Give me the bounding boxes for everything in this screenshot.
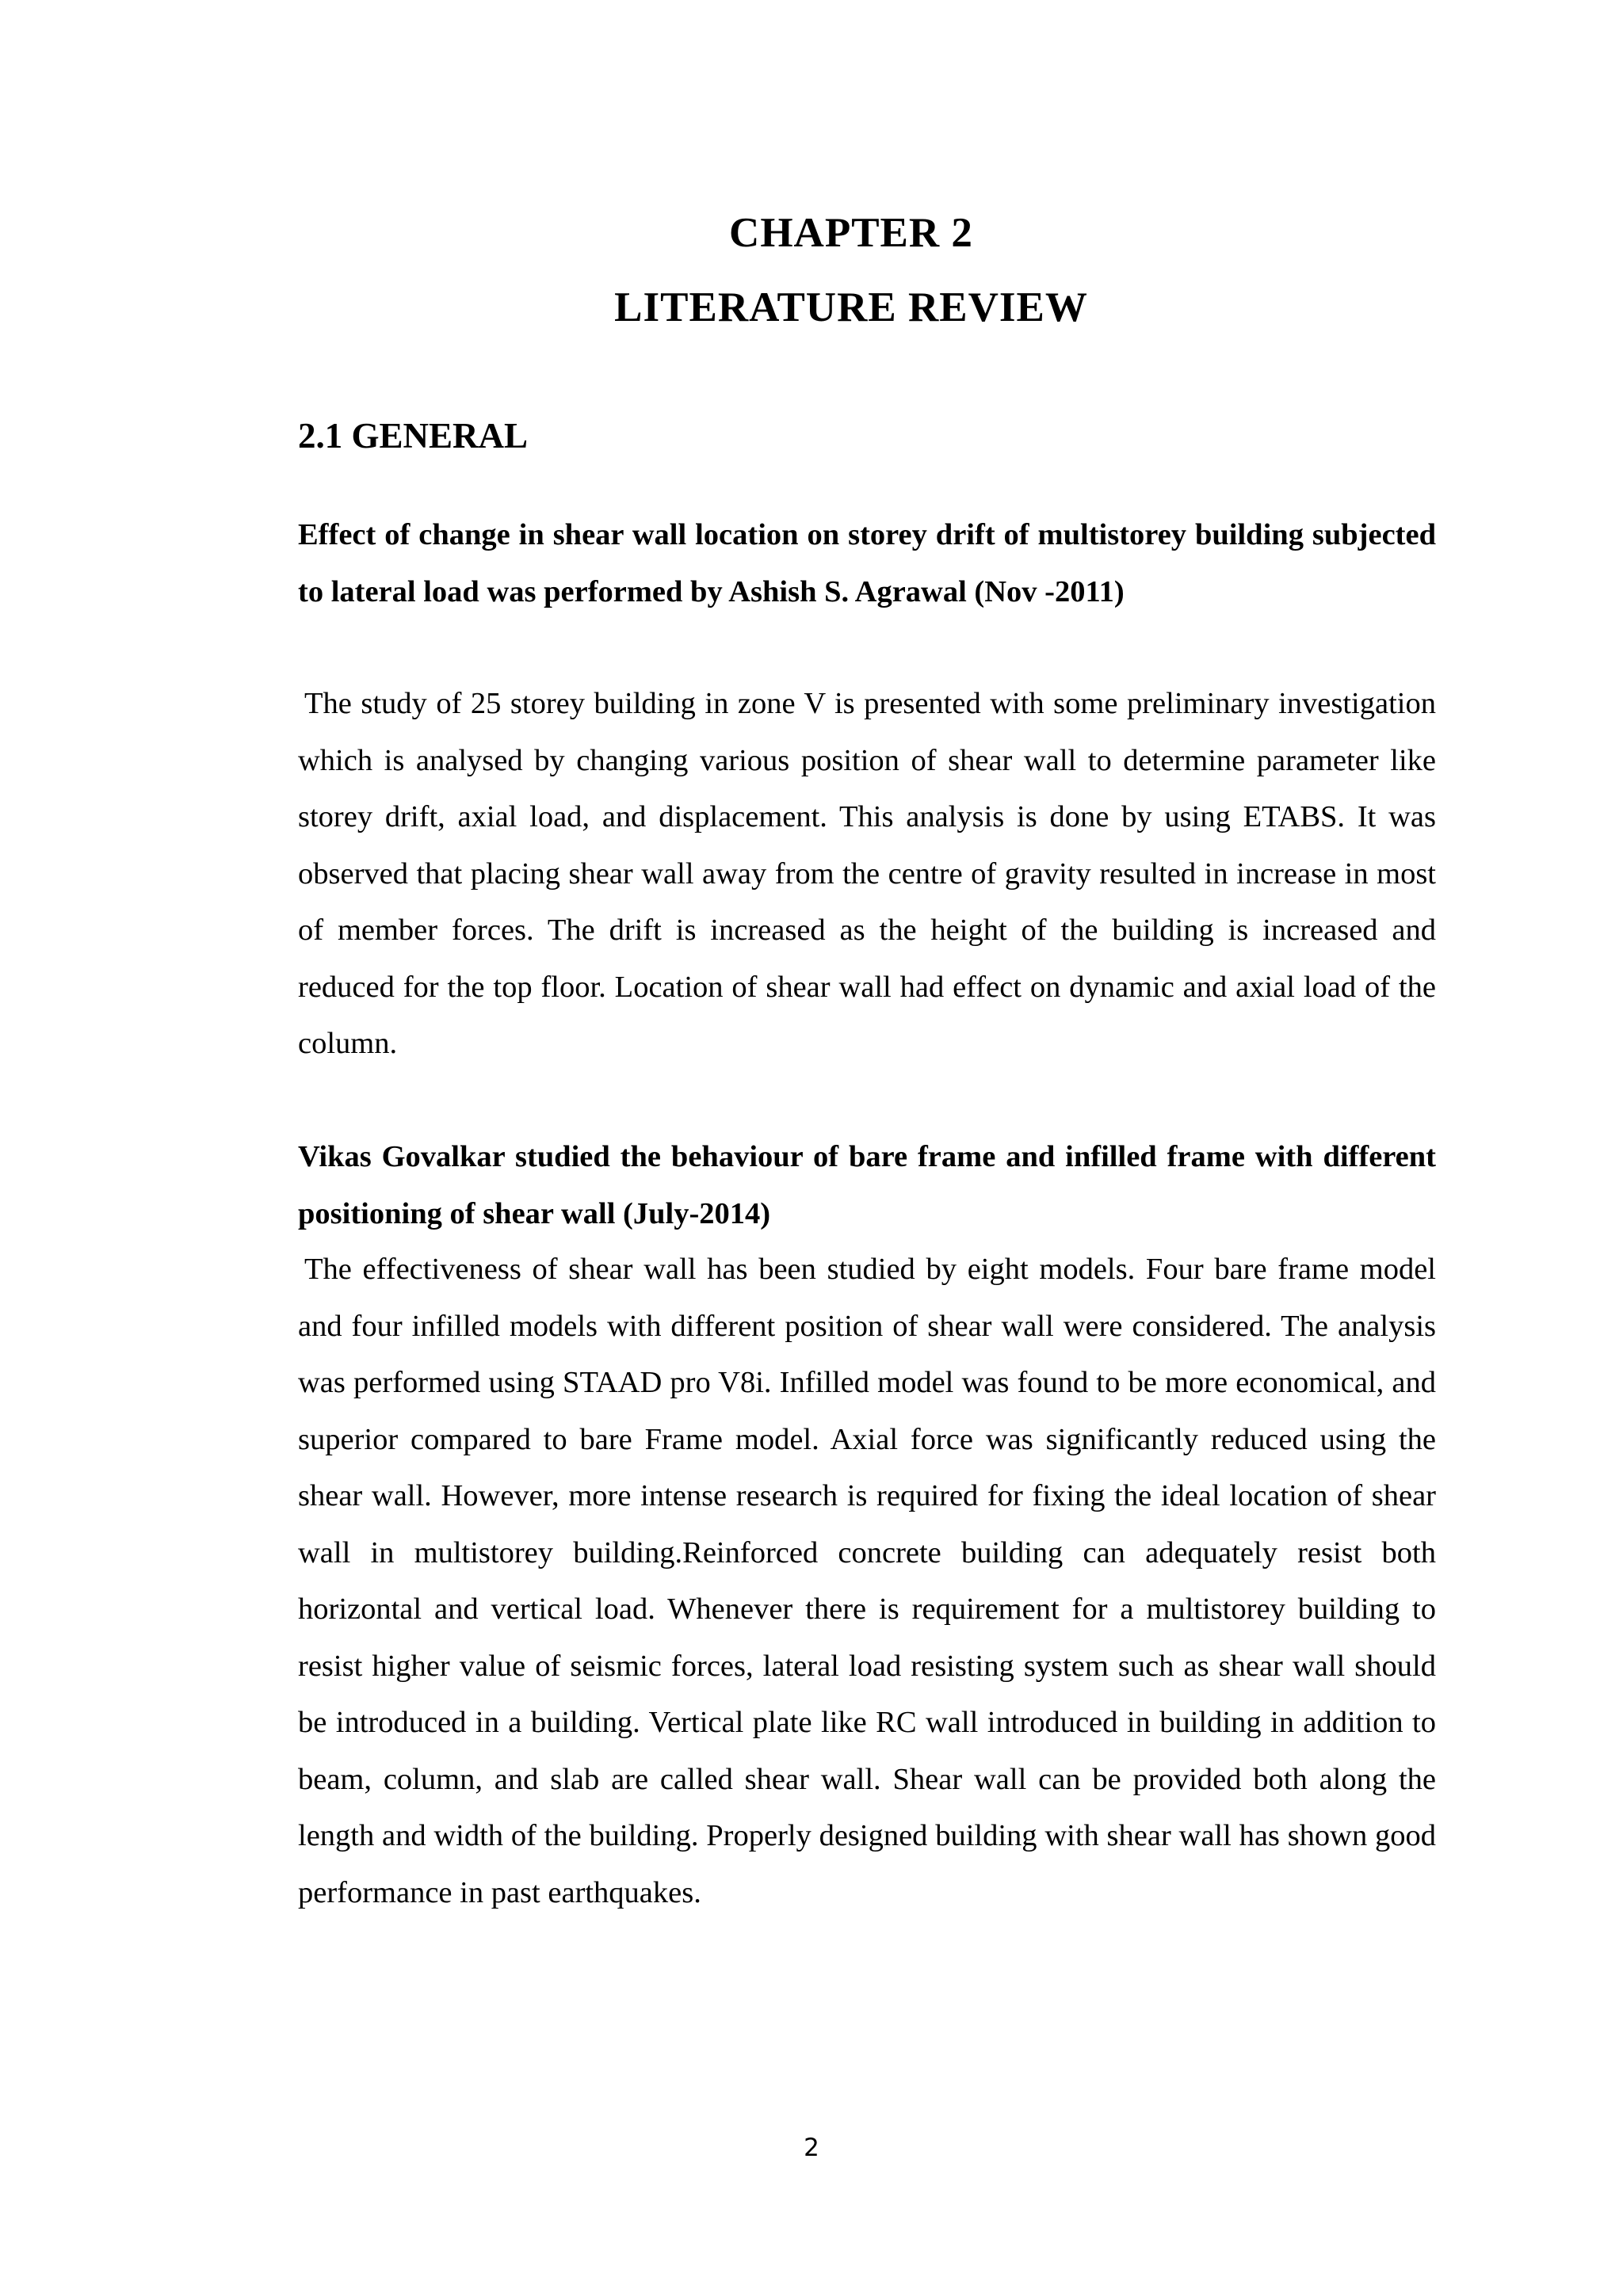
section-heading: 2.1 GENERAL [298, 416, 529, 456]
reference-heading: Vikas Govalkar studied the behaviour of bare frame and infilled frame with different positioning of shear wall (July-2014) [298, 1140, 1436, 1230]
reference-heading: Effect of change in shear wall location on storey drift of multistorey building subjected to lateral load was performed by Ashish S. Agrawal (Nov -2011) [298, 518, 1436, 608]
reference-body: The study of 25 storey building in zone V is presented with some preliminary investigation which is analysed by changing various position of shear wall to determine parameter like storey drift, axial load, and displacement. This analysis is done by using ETABS. It was observed that placing shear wall away from the centre of gravity resulted in increase in most of member forces. The drift is increased as the height of the building is increased and reduced for the top floor. Location of shear wall had effect on dynamic and axial load of the column. [298, 687, 1436, 1060]
page-number: 2 [804, 2134, 819, 2162]
chapter-number: CHAPTER 2 [729, 210, 973, 256]
chapter-title: LITERATURE REVIEW [614, 284, 1088, 330]
reference-body: The effectiveness of shear wall has been studied by eight models. Four bare frame model and four infilled models with different position of shear wall were considered. The analysis was performed using STAAD pro V8i. Infilled model was found to be more economical, and superior compared to bare Frame model. Axial force was significantly reduced using the shear wall. However, more intense research is required for fixing the ideal location of shear wall in multistorey building.Reinforced concrete building can adequately resist both horizontal and vertical load. Whenever there is requirement for a multistorey building to resist higher value of seismic forces, lateral load resisting system such as shear wall should be introduced in a building. Vertical plate like RC wall introduced in building in addition to beam, column, and slab are called shear wall. Shear wall can be provided both along the length and width of the building. Properly designed building with shear wall has shown good performance in past earthquakes. [298, 1253, 1436, 1909]
